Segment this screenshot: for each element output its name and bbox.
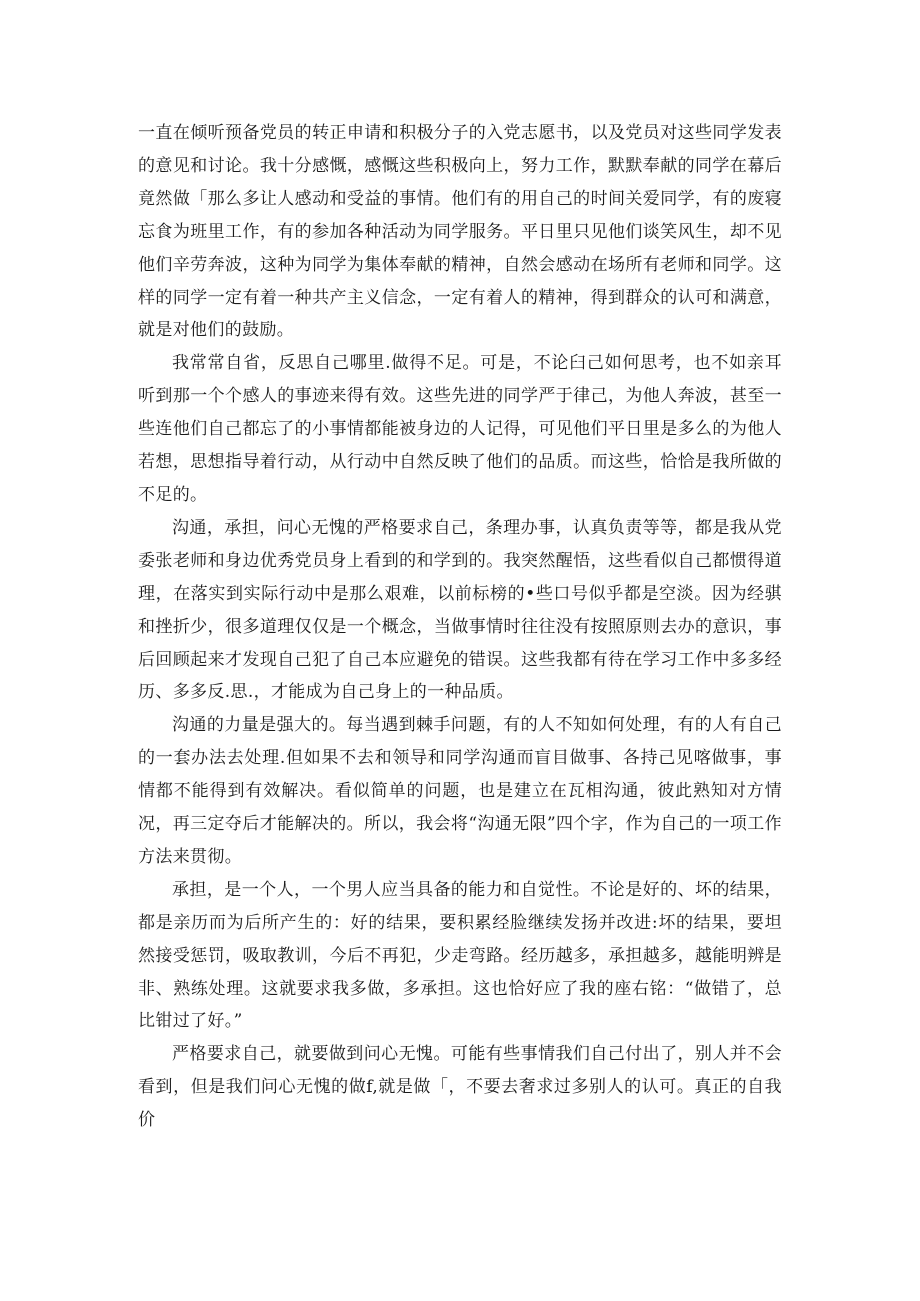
- paragraph-6: 严格要求自己，就要做到问心无愧。可能有些事情我们自己付出了，别人并不会看到，但是我们问心无愧的做f,就是做「，不要去奢求过多别人的认可。真正的自我价: [138, 1044, 782, 1131]
- paragraph-1: 一直在倾听预备党员的转正申请和积极分子的入党志愿书，以及党员对这些同学发表的意见和讨论。我十分感慨，感慨这些积极向上，努力工作，默默奉献的同学在幕后竟然做「那么多让人感动和受益的事情。他们有的用自己的时间关爱同学，有的废寝忘食为班里工作，有的参加各种活动为同学服务。平日里只见他们谈笑风生，却不见他们辛劳奔波，这种为同学为集体奉献的精神，自然会感动在场所有老师和同学。这样的同学一定有着一种共产主义信念，一定有着人的精神，得到群众的认可和满意，就是对他们的鼓励。: [138, 123, 782, 341]
- paragraph-4: 沟通的力量是强大的。每当遇到棘手问题，有的人不知如何处理，有的人有自己的一套办法去处理.但如果不去和领导和同学沟通而盲目做事、各持己见喀做事，事情都不能得到有效解决。看似简单的问题，也是建立在瓦相沟通，彼此熟知对方情况，再三定夺后才能解决的。所以，我会将“沟通无限”四个字，作为自己的一项工作方法来贯彻。: [138, 715, 782, 867]
- document-body: [138, 117, 782, 1137]
- paragraph-3: 沟通，承担，问心无愧的严格要求自己，条理办事，认真负责等等，都是我从党委张老师和身边优秀党员身上看到的和学到的。我突然醒悟，这些看似自己都惯得道理，在落实到实际行动中是那么艰难，以前标榜的•些口号似乎都是空淡。因为经骐和挫折少，很多道理仅仅是一个概念，当做事情时往往没有按照原则去办的意识，事后回顾起来才发现自己犯了自己本应避免的错误。这些我都有待在学习工作中多多经历、多多反.思.，才能成为自己身上的一种品质。: [138, 517, 782, 703]
- paragraph-2: 我常常自省，反思自己哪里.做得不足。可是，不论臼己如何思考，也不如亲耳听到那一个个感人的事迹来得有效。这些先进的同学严于律己，为他人奔波，甚至一些连他们自己都忘了的小事情都能被身边的人记得，可见他们平日里是多么的为他人若想，思想指导着行动，从行动中自然反映了他们的品质。而这些，恰恰是我所做的不足的。: [138, 353, 782, 505]
- paragraph-5: 承担，是一个人，一个男人应当具备的能力和自觉性。不论是好的、坏的结果，都是亲历而为后所产生的：好的结果，要积累经脸继续发扬并改进:坏的结果，要坦然接受惩罚，吸取教训，今后不再犯，少走弯路。经历越多，承担越多，越能明辨是非、熟练处理。这就要求我多做，多承担。这也恰好应了我的座右铭：“做错了，总比钳过了好。”: [138, 879, 782, 1032]
